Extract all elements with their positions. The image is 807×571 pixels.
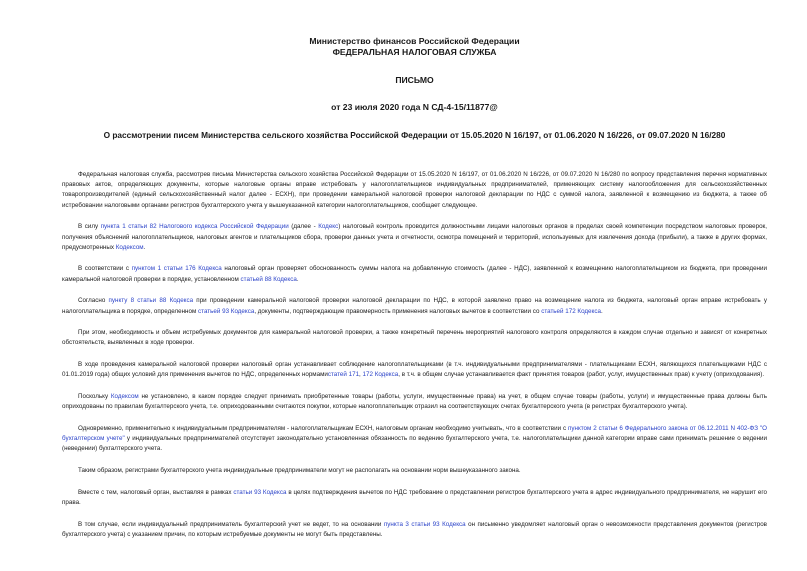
paragraph-11 <box>62 520 767 540</box>
paragraph-text: ) налоговый контроль проводится должностными лицами налоговых органов в пределах своей компетенции посредством налоговых проверок, получения объяснений налогоплательщиков, налоговых агентов и плательщиков сбора, проверки данных учета и отчетности, осмотра помещений и территорий, используемых для извлечения дохода (прибыли), а также в других формах, предусмотренных <box>62 223 768 251</box>
paragraph-text: . <box>600 307 603 315</box>
paragraph-8 <box>62 424 767 455</box>
paragraph-6 <box>62 360 767 380</box>
paragraph-text: налоговый орган проверяет обоснованность суммы налога на добавленную стоимость (далее - НДС), заявленной к возмещению налогоплательщиком из бюджета, при проведении камеральной налоговой проверки в порядке, установленном <box>62 265 767 283</box>
link-code[interactable]: Кодекс <box>318 223 339 231</box>
paragraph-text: , в т.ч. в общем случае устанавливается факт принятия товаров (работ, услуг, имущественных прав) к учету (оприходования). <box>398 371 765 379</box>
link-article-172[interactable]: статьей 172 Кодекса <box>541 307 601 315</box>
link-article-88[interactable]: статьей 88 Кодекса <box>240 275 297 283</box>
paragraph-text: он письменно уведомляет налоговый орган о невозможности представления документов (регистров бухгалтерского учета) с указанием причин, по которым истребуемые документы не могут быть представлены. <box>62 520 767 538</box>
link-article-176[interactable]: пунктом 1 статьи 176 Кодекса <box>131 265 222 273</box>
link-article-82[interactable]: пункта 1 статьи 82 Налогового кодекса Российской Федерации <box>100 223 289 231</box>
link-code[interactable]: Кодексом <box>115 243 144 251</box>
paragraph-4 <box>62 296 767 316</box>
document-header <box>62 36 767 112</box>
paragraph-text: В ходе проведения камеральной налоговой проверки налоговый орган устанавливает соблюдение налогоплательщиками (в т.ч. индивидуальными предпринимателями - плательщиками ЕСХН, являющихся плательщиками НДС с 01.01.2019 года) общих условий для применения вычетов по НДС, определенных нормами <box>62 361 767 379</box>
paragraph-9: Таким образом, регистрами бухгалтерского учета индивидуальные предприниматели могут не располагать на основании норм вышеуказанного закона. <box>78 467 521 475</box>
document-date-number: от 23 июля 2020 года N СД-4-15/11877@ <box>331 101 498 112</box>
paragraph-text: Одновременно, применительно к индивидуальным предпринимателям - налогоплательщикам ЕСХН, налоговым органам необходимо учитывать, что в соответствии с <box>78 424 568 432</box>
link-article-88-p8[interactable]: пункту 8 статьи 88 Кодекса <box>108 297 194 305</box>
paragraph-text: , документы, подтверждающие правомерность применения налоговых вычетов в соответствии со <box>254 307 542 315</box>
paragraph-5: При этом, необходимость и объем истребуемых документов для камеральной налоговой проверки, а также конкретный перечень мероприятий налогового контроля определяются в каждом случае отдельно и зависят от конкретных обстоятельств, выявленных в ходе проверки. <box>62 329 767 347</box>
service-name: ФЕДЕРАЛЬНАЯ НАЛОГОВАЯ СЛУЖБА <box>332 46 497 57</box>
paragraph-text: Согласно <box>78 297 109 305</box>
paragraph-text: при проведении камеральной налоговой проверки налоговой декларации по НДС, в которой заявлено право на возмещение налога из бюджета, налоговый орган вправе истребовать у налогоплательщика в порядке, определенном <box>62 297 767 315</box>
paragraph-text: В соответствии с <box>78 265 132 273</box>
paragraph-text: Вместе с тем, налоговый орган, выставляя в рамках <box>78 488 234 496</box>
link-federal-law-402[interactable]: пунктом 2 статьи 6 Федерального закона от 06.12.2011 N 402-ФЗ "О бухгалтерском учете" <box>62 424 767 443</box>
link-article-93[interactable]: статьи 93 Кодекса <box>233 488 287 496</box>
link-article-93-p3[interactable]: пункта 3 статьи 93 Кодекса <box>383 520 466 528</box>
paragraph-text: у индивидуальных предпринимателей отсутствует законодательно установленная обязанность по ведению бухгалтерского учета, т.е. налогоплательщики данной категории вправе сами принимать решение о ведении (неведении) бухгалтерского учета. <box>62 435 767 453</box>
link-code[interactable]: Кодексом <box>110 393 139 401</box>
paragraph-text: В силу <box>78 223 101 231</box>
paragraph-10 <box>62 488 767 508</box>
paragraph-2 <box>62 222 767 253</box>
paragraph-text: , <box>359 371 363 379</box>
link-article-172[interactable]: 172 Кодекса <box>362 371 399 379</box>
paragraph-3 <box>62 264 767 284</box>
document-type: ПИСЬМО <box>395 75 434 85</box>
paragraph-1: Федеральная налоговая служба, рассмотрев письма Министерства сельского хозяйства Российской Федерации от 15.05.2020 N 16/197, от 01.06.2020 N 16/226, от 09.07.2020 N 16/280 по вопросу представления перечня нормативных правовых актов, определяющих документы, которые налоговые органы вправе истребовать у налогоплательщиков индивидуальных предпринимателей, применяющих систему налогообложения для сельскохозяйственных товаропроизводителей (единый сельскохозяйственный налог далее - ЕСХН), при проведении камеральной налоговой проверки налоговой декларации по НДС с суммой налога, заявленной к возмещению из бюджета, а также об истребовании налоговыми органами регистров бухгалтерского учета у вышеуказанной категории налогоплательщиков, сообщает следующее. <box>62 171 767 209</box>
paragraph-text: . <box>143 243 146 251</box>
paragraph-text: в целях подтверждения вычетов по НДС требование о представлении регистров бухгалтерского учета в адрес индивидуального предпринимателя, не нарушит его права. <box>62 488 767 506</box>
paragraph-text: . <box>296 275 299 283</box>
document-subject: О рассмотрении писем Министерства сельского хозяйства Российской Федерации от 15.05.2020 N 16/197, от 01.06.2020 N 16/226, от 09.07.2020 N 16/280 <box>103 130 726 140</box>
paragraph-7 <box>62 392 767 412</box>
paragraph-text: не установлено, в каком порядке следует принимать приобретенные товары (работы, услуги, имущественные права) на учет, в общем случае товары (работы, услуги) и имущественные права должны быть оприходованы по правилам бухгалтерского учета, т.е. оприходованными считаются покупки, которые налогоплательщик отразил на соответствующих счетах бухгалтерского учета (в регистрах бухгалтерского учета). <box>62 393 767 411</box>
link-article-171[interactable]: статей 171 <box>327 371 360 379</box>
paragraph-text: (далее - <box>288 223 319 231</box>
ministry-name: Министерство финансов Российской Федерации <box>309 36 520 46</box>
paragraph-text: В том случае, если индивидуальный предприниматель бухгалтерский учет не ведет, то на основании <box>78 520 384 528</box>
paragraph-text: Поскольку <box>78 393 111 401</box>
link-article-93[interactable]: статьей 93 Кодекса <box>198 307 255 315</box>
